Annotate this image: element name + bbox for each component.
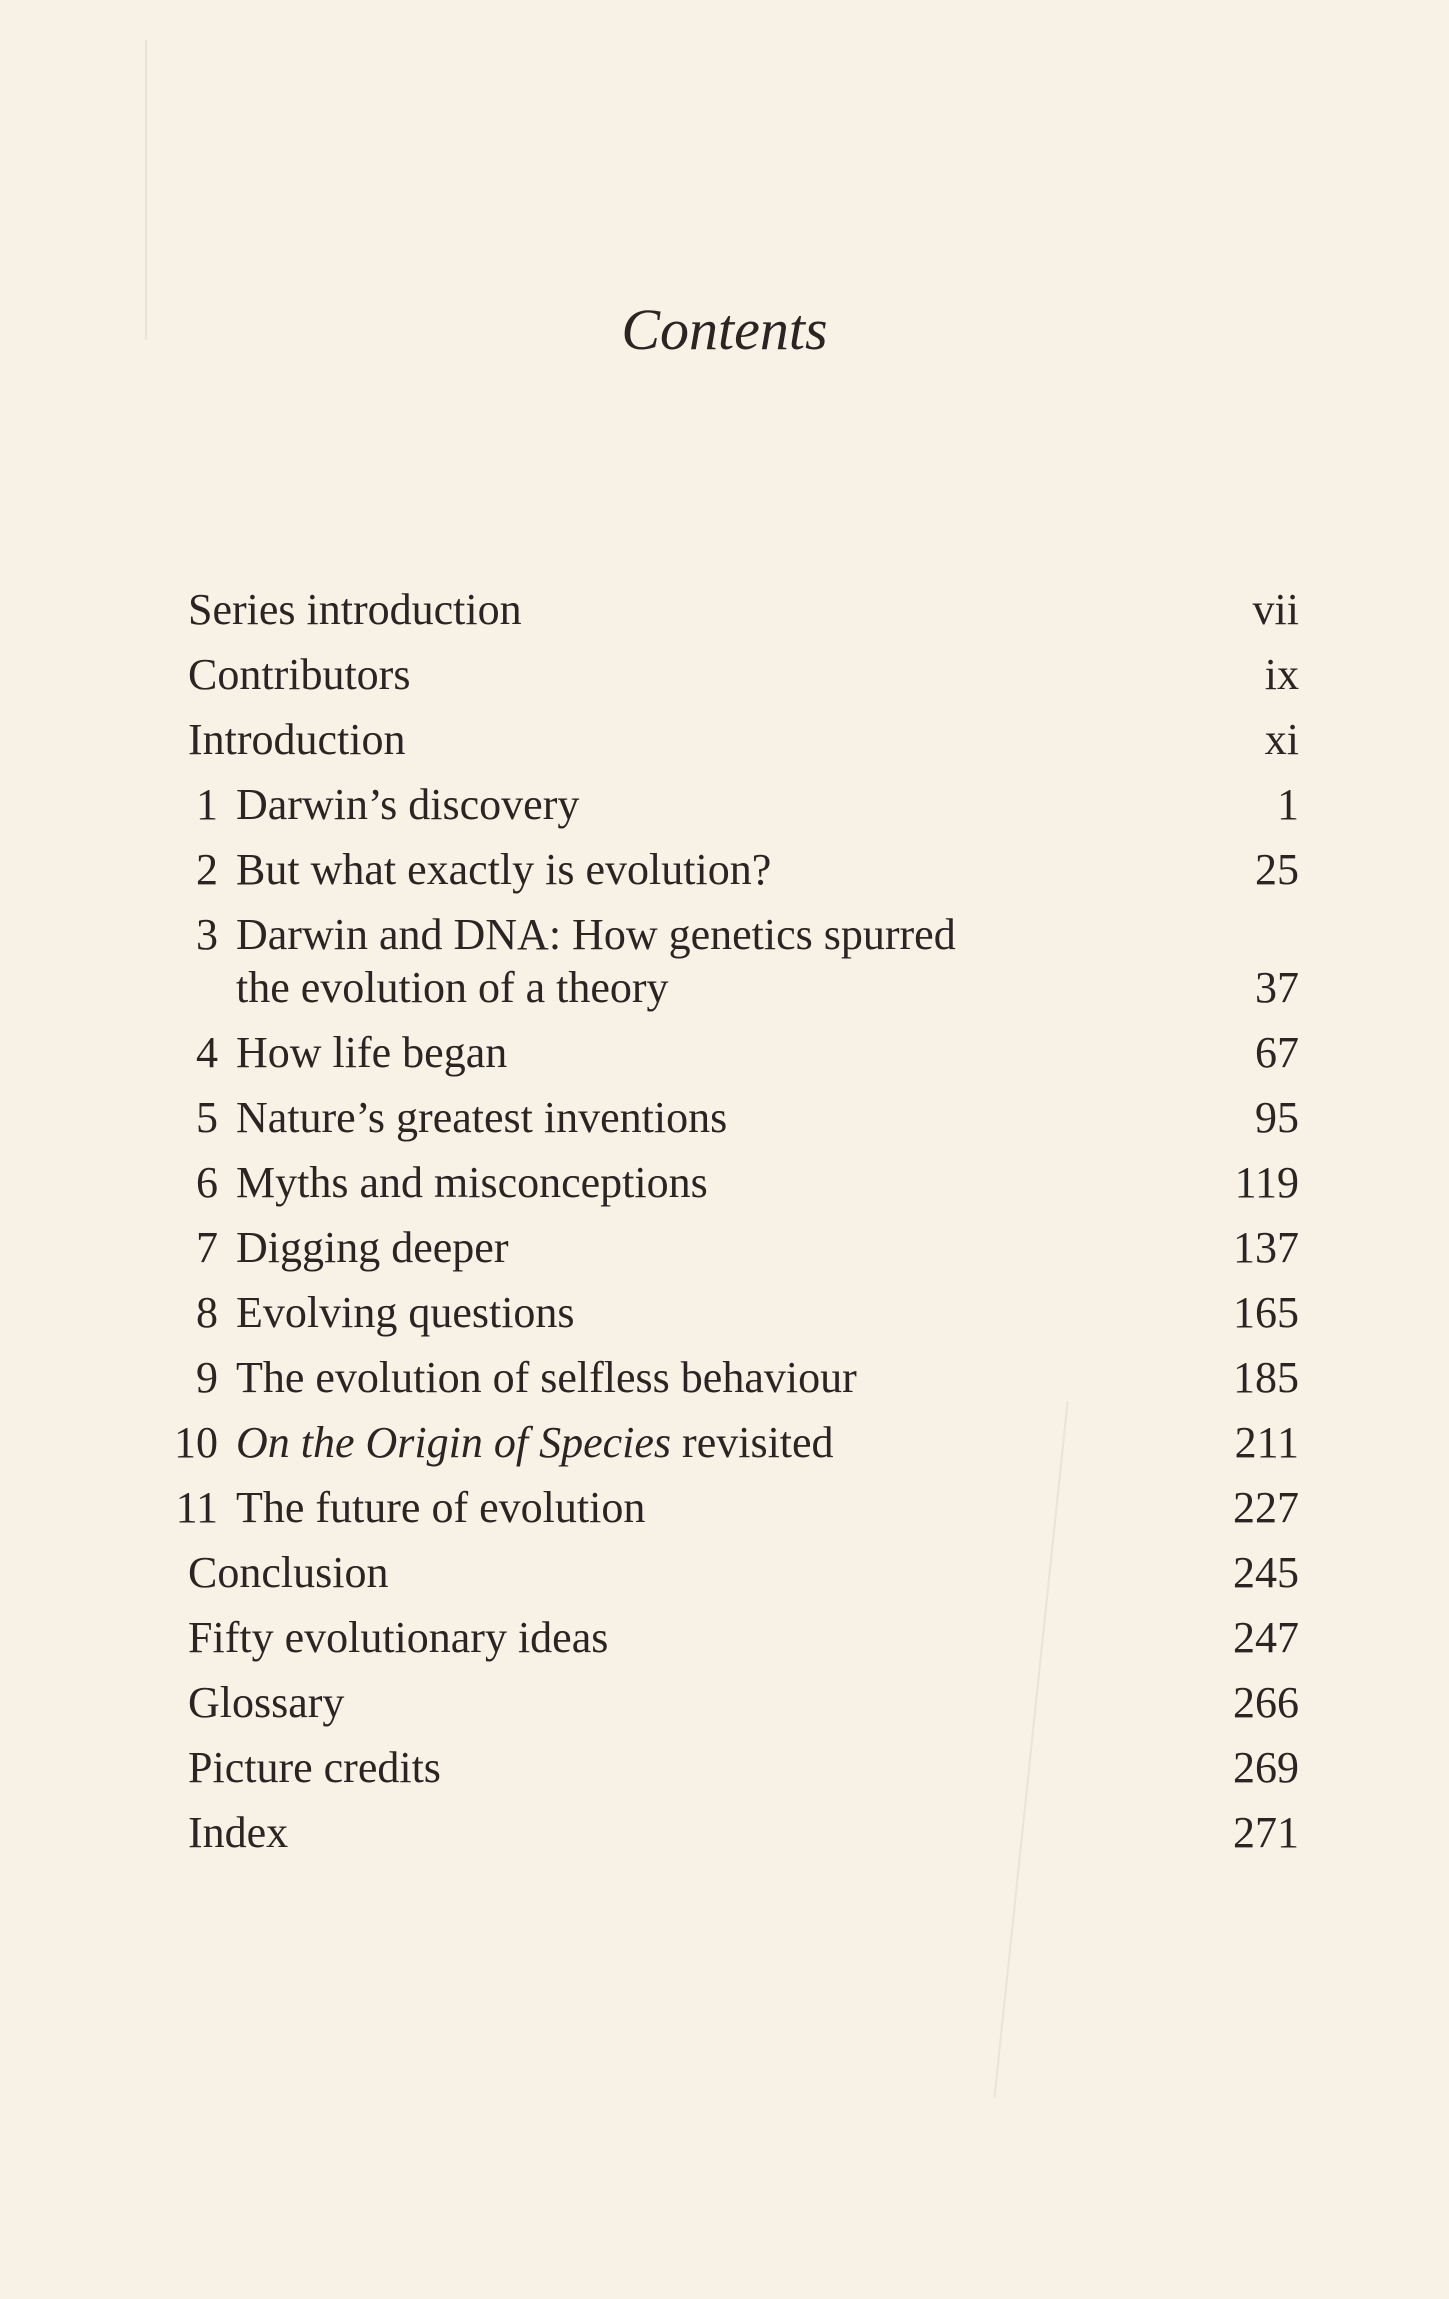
toc-entry-title: Contributors — [188, 650, 411, 699]
toc-entry-page: 25 — [1255, 845, 1299, 894]
toc-entry-page: 185 — [1233, 1353, 1299, 1402]
toc-entry-title-italic: On the Origin of Species — [236, 1418, 672, 1467]
toc-entry-page: xi — [1264, 715, 1299, 764]
toc-entry-title: Fifty evolutionary ideas — [188, 1613, 609, 1662]
toc-entry-title: Darwin’s discovery — [236, 780, 580, 829]
toc-entry-page: 247 — [1233, 1613, 1299, 1662]
page-title: Contents — [621, 297, 828, 362]
toc-entry-title: Series introduction — [188, 585, 522, 634]
toc-entry-title: Evolving questions — [236, 1288, 575, 1337]
toc-entry-title: Digging deeper — [236, 1223, 509, 1272]
toc-entry-page: 119 — [1234, 1158, 1299, 1207]
toc-entry-number: 2 — [196, 845, 218, 894]
toc-entry-number: 3 — [196, 910, 218, 959]
toc-entry-page: 269 — [1233, 1743, 1299, 1792]
toc-entry-title: Introduction — [188, 715, 406, 764]
toc-entry-page: 227 — [1233, 1483, 1299, 1532]
toc-entry-number: 10 — [174, 1418, 218, 1467]
toc-entry-title: How life began — [236, 1028, 508, 1077]
toc-entry-number: 9 — [196, 1353, 218, 1402]
toc-entry-title: But what exactly is evolution? — [236, 845, 772, 894]
toc-entry-title: Nature’s greatest inventions — [236, 1093, 728, 1142]
paper-crease — [993, 1402, 1068, 2098]
toc-entry-number: 5 — [196, 1093, 218, 1142]
toc-entry-number: 11 — [175, 1483, 218, 1532]
toc-entry-title: Conclusion — [188, 1548, 389, 1597]
toc-entry-title: Index — [188, 1808, 289, 1857]
toc-entry-title-rest: revisited — [671, 1418, 834, 1467]
toc-entry-number: 8 — [196, 1288, 218, 1337]
toc-entry-title: Myths and misconceptions — [236, 1158, 708, 1207]
toc-entry-number: 1 — [196, 780, 218, 829]
toc-entry-title: Picture credits — [188, 1743, 441, 1792]
toc-entry-page: 165 — [1233, 1288, 1299, 1337]
toc-entry-page: 271 — [1233, 1808, 1299, 1857]
toc-entry-page: 37 — [1255, 963, 1299, 1012]
toc-entry-title: Glossary — [188, 1678, 345, 1727]
toc-entry-number: 7 — [196, 1223, 218, 1272]
toc-entry-page: ix — [1264, 650, 1299, 699]
toc-entry-number: 6 — [196, 1158, 218, 1207]
toc-entry-page: 266 — [1233, 1678, 1299, 1727]
toc-entry-title: The future of evolution — [236, 1483, 646, 1532]
toc-entry-page: 137 — [1233, 1223, 1299, 1272]
toc-entry-number: 4 — [196, 1028, 218, 1077]
toc-entry-page: vii — [1252, 585, 1299, 634]
toc-entry-page: 211 — [1234, 1418, 1299, 1467]
toc-entry-page: 95 — [1255, 1093, 1299, 1142]
toc-entry-title: Darwin and DNA: How genetics spurred — [236, 910, 956, 959]
toc-entry-title-line2: the evolution of a theory — [236, 963, 669, 1012]
toc-entry-page: 245 — [1233, 1548, 1299, 1597]
toc-entry-page: 67 — [1255, 1028, 1299, 1077]
toc-entry-title: The evolution of selfless behaviour — [236, 1353, 857, 1402]
toc-entry-title — [236, 1416, 834, 1470]
toc-entry-page: 1 — [1277, 780, 1299, 829]
